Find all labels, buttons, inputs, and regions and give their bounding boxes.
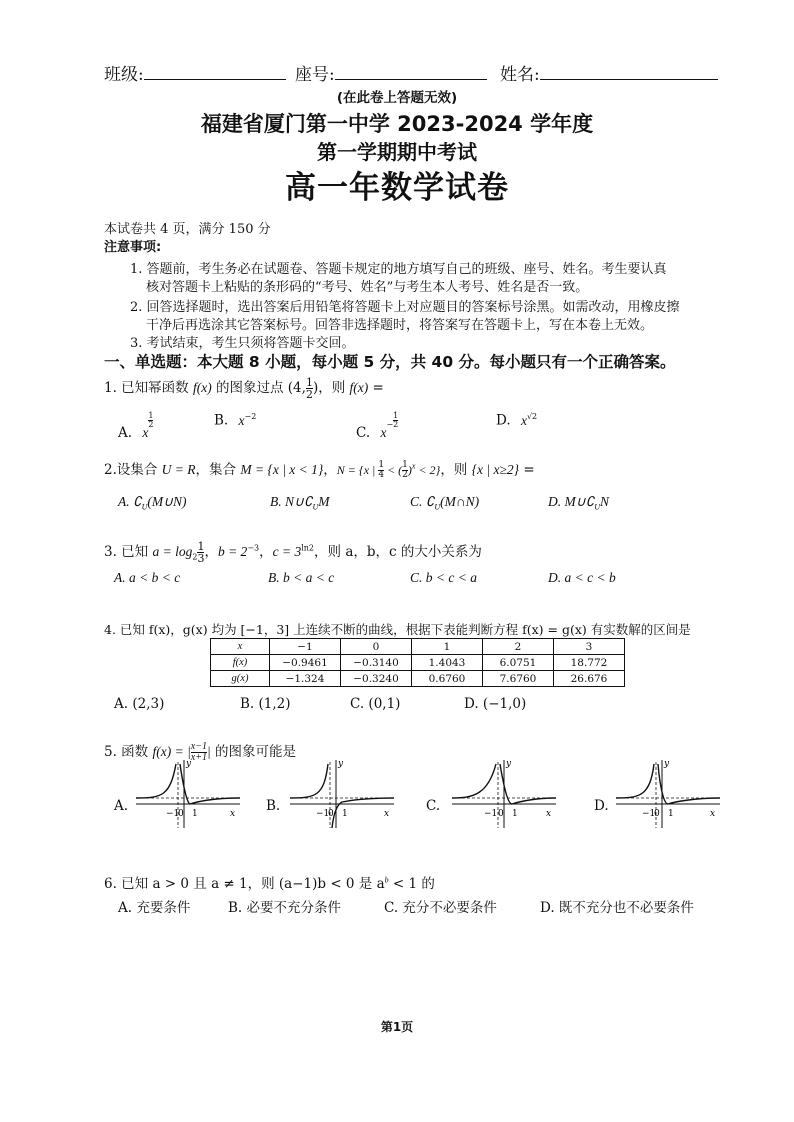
q2-a-rest: (M∪N) xyxy=(147,494,187,509)
q2-option-c[interactable] xyxy=(410,494,479,512)
tick-neg-one: −1 xyxy=(316,809,330,819)
table-cell: 0 xyxy=(341,639,412,655)
q3-log-base: 2 xyxy=(192,552,198,562)
q3-text: 3. 已知 xyxy=(104,544,153,560)
exam-meta: 本试卷共 4 页，满分 150 分 xyxy=(104,222,271,237)
q1-option-c[interactable] xyxy=(356,412,398,441)
q3-log: a = log xyxy=(152,544,193,559)
question-6-stem xyxy=(104,872,435,892)
q4-option-b[interactable]: B. (1,2) xyxy=(240,696,291,712)
q1-a-label: A. xyxy=(118,425,133,441)
q4-table xyxy=(210,638,625,687)
q1-text4: = xyxy=(368,380,384,396)
q6-option-b[interactable]: B. 必要不充分条件 xyxy=(228,900,342,916)
q5-graph-c[interactable] xyxy=(448,758,560,830)
precaution-1b: 核对答题卡上粘贴的条形码的“考号、姓名”与考生本人考号、姓名是否一致。 xyxy=(146,280,589,295)
q2-fh-den: 2 xyxy=(402,470,408,480)
axis-y-label: y xyxy=(506,759,512,769)
q2-a-sub: U xyxy=(141,502,148,512)
q2-fq-den: 4 xyxy=(378,470,385,480)
q5-text: 5. 函数 xyxy=(104,744,153,760)
title-school: 福建省厦门第一中学 2023-2024 学年度 xyxy=(200,112,594,136)
name-label: 姓名: xyxy=(500,65,540,85)
tick-neg-one: −1 xyxy=(642,809,656,819)
axis-x-label: x xyxy=(710,809,716,819)
seat-label: 座号: xyxy=(295,65,335,85)
q5-fx: f(x) = | xyxy=(152,744,191,759)
q1-text: 1. 已知幂函数 xyxy=(104,380,193,396)
q1-c-exp-sign: − xyxy=(386,420,394,429)
q1-c-exp-num: 1 xyxy=(393,411,399,420)
q1-a-exp-num: 1 xyxy=(148,411,154,420)
table-cell: 0.6760 xyxy=(412,671,483,687)
tick-zero: 0 xyxy=(498,809,504,819)
q4-option-c[interactable]: C. (0,1) xyxy=(350,696,401,712)
q5-option-b-label[interactable]: B. xyxy=(266,798,281,814)
q1-b-label: B. xyxy=(214,412,229,429)
tick-zero: 0 xyxy=(178,809,184,819)
q1-option-a[interactable] xyxy=(118,412,153,441)
q1-c-exp xyxy=(393,412,398,429)
q1-a-exp xyxy=(148,412,153,429)
class-blank xyxy=(144,65,286,80)
table-cell: 1.4043 xyxy=(412,655,483,671)
table-cell: 6.0751 xyxy=(483,655,554,671)
q4-option-d[interactable]: D. (−1,0) xyxy=(464,696,527,712)
q2-b-rest: M xyxy=(318,494,330,509)
q6-exp: b xyxy=(384,875,389,885)
table-cell: −1.324 xyxy=(270,671,341,687)
q2-eq: = xyxy=(519,462,535,478)
question-2-stem xyxy=(104,458,535,480)
q1-option-d[interactable] xyxy=(496,412,537,429)
table-cell: −0.9461 xyxy=(270,655,341,671)
q5-option-d-label[interactable]: D. xyxy=(594,798,609,814)
table-cell: −0.3140 xyxy=(341,655,412,671)
q2-fq-num: 1 xyxy=(378,460,385,470)
q1-fx: f(x) xyxy=(192,380,212,395)
q3-b-exp: −3 xyxy=(247,543,260,553)
q1-b-exp: −2 xyxy=(244,412,257,421)
q3-frac-den: 3 xyxy=(197,552,205,565)
q2-d-label: D. M∪∁ xyxy=(548,494,595,509)
title-paper: 高一年数学试卷 xyxy=(285,170,509,206)
q6-text2: < 1 的 xyxy=(388,876,435,892)
table-cell: 1 xyxy=(412,639,483,655)
table-cell: 18.772 xyxy=(554,655,625,671)
q6-option-c[interactable]: C. 充分不必要条件 xyxy=(384,900,497,916)
table-cell: 3 xyxy=(554,639,625,655)
name-blank xyxy=(540,65,718,80)
q1-d-base: x xyxy=(520,412,527,428)
tick-zero: 0 xyxy=(654,809,660,819)
table-cell: 26.676 xyxy=(554,671,625,687)
axis-y-label: y xyxy=(664,759,670,769)
q3-text2: ，则 a，b，c 的大小关系为 xyxy=(314,544,482,560)
class-field xyxy=(104,60,286,85)
table-cell: 2 xyxy=(483,639,554,655)
q5-frac-num: x−1 xyxy=(190,741,207,752)
question-4-stem: 4. 已知 f(x)，g(x) 均为 [−1，3] 上连续不断的曲线，根据下表能判断方程 f(x) = g(x) 有实数解的区间是 xyxy=(104,622,691,637)
table-cell: 7.6760 xyxy=(483,671,554,687)
tick-one: 1 xyxy=(192,809,198,819)
q2-option-b[interactable] xyxy=(270,494,330,512)
class-label: 班级: xyxy=(104,65,144,85)
q2-n-close: < 2} xyxy=(415,463,441,477)
q5-text2: 的图象可能是 xyxy=(210,744,296,760)
tick-one: 1 xyxy=(512,809,518,819)
q2-lt: < ( xyxy=(384,463,403,477)
q3-c-exp: ln2 xyxy=(301,543,315,553)
q2-b-sub: U xyxy=(312,502,319,512)
q1-frac-num: 1 xyxy=(305,376,313,389)
q2-fh-num: 1 xyxy=(402,460,408,470)
q1-d-exp: √2 xyxy=(526,412,538,421)
q2-text: 2.设集合 xyxy=(104,462,162,478)
q2-text3: ，则 xyxy=(440,462,472,478)
tick-zero: 0 xyxy=(328,809,334,819)
q2-c-sub: U xyxy=(434,502,441,512)
tick-neg-one: −1 xyxy=(166,809,180,819)
q2-m: M = {x | x < 1} xyxy=(240,462,324,477)
q3-c: c = 3 xyxy=(272,544,302,559)
q1-text2: 的图象过点 (4, xyxy=(211,380,306,396)
q2-u: U = R xyxy=(161,462,196,477)
q1-a-base: x xyxy=(142,425,149,440)
q2-d-rest: N xyxy=(600,494,610,509)
q3-option-c[interactable]: C. b < c < a xyxy=(410,570,477,585)
invalid-notice: (在此卷上答题无效) xyxy=(336,90,458,106)
axis-x-label: x xyxy=(546,809,552,819)
section-heading: 一、单选题：本大题 8 小题，每小题 5 分，共 40 分。每小题只有一个正确答案。 xyxy=(104,353,676,371)
q1-c-base: x xyxy=(380,425,387,440)
q2-n-open: N = {x | xyxy=(336,463,379,477)
q1-b-base: x xyxy=(238,412,245,428)
table-cell: f(x) xyxy=(211,655,270,671)
q2-exp: x xyxy=(411,461,416,471)
q3-comma2: ， xyxy=(259,544,273,560)
q2-a-label: A. ∁ xyxy=(118,494,142,509)
precaution-2b: 干净后再选涂其它答案标号。回答非选择题时，将答案写在答题卡上，写在本卷上无效。 xyxy=(146,318,654,333)
q2-option-a[interactable] xyxy=(118,494,187,512)
q2-text2: ，集合 xyxy=(195,462,241,478)
q1-frac-den: 2 xyxy=(305,388,313,401)
q1-text3: )，则 xyxy=(312,380,350,396)
q5-bar: | xyxy=(206,744,211,759)
curve-left xyxy=(290,764,328,798)
q2-b-label: B. N∪∁ xyxy=(270,494,313,509)
q1-a-exp-den: 2 xyxy=(148,420,154,429)
q5-option-c-label[interactable]: C. xyxy=(426,798,441,814)
precaution-1a: 1. 答题前，考生务必在试题卷、答题卡规定的地方填写自己的班级、座号、姓名。考生要认真 xyxy=(130,262,667,277)
q3-option-b[interactable]: B. b < a < c xyxy=(268,570,335,585)
q2-set: {x | x≥2} xyxy=(471,462,520,477)
q2-option-d[interactable] xyxy=(548,494,609,512)
tick-neg-one: −1 xyxy=(484,809,498,819)
axis-x-label: x xyxy=(230,809,236,819)
tick-one: 1 xyxy=(668,809,674,819)
table-cell: −0.3240 xyxy=(341,671,412,687)
q3-option-a[interactable]: A. a < b < c xyxy=(114,570,181,585)
q3-option-d[interactable]: D. a < c < b xyxy=(548,570,616,585)
q6-option-a[interactable]: A. 充要条件 xyxy=(118,900,191,916)
q5-frac-den: x+1 xyxy=(190,752,207,763)
q5-graph-a[interactable] xyxy=(132,758,244,830)
seat-blank xyxy=(335,65,487,80)
q6-text: 6. 已知 a > 0 且 a ≠ 1，则 (a−1)b < 0 是 a xyxy=(104,876,385,892)
q2-d-sub: U xyxy=(594,502,600,512)
axis-x-label: x xyxy=(384,809,390,819)
q3-frac-num: 1 xyxy=(197,540,205,553)
q1-d-label: D. xyxy=(496,412,511,429)
q1-fraction xyxy=(306,377,313,400)
page-number: 第1页 xyxy=(380,1020,414,1034)
q1-c-exp-den: 2 xyxy=(393,420,399,429)
question-1-stem xyxy=(104,376,384,400)
tick-one: 1 xyxy=(342,809,348,819)
q6-option-d[interactable]: D. 既不充分也不必要条件 xyxy=(540,900,694,916)
curve-left xyxy=(616,764,654,798)
axis-y-label: y xyxy=(338,759,344,769)
q2-paren: ) xyxy=(407,463,412,477)
curve-left xyxy=(136,764,176,798)
table-cell: −1 xyxy=(270,639,341,655)
q5-option-a-label[interactable]: A. xyxy=(114,798,129,814)
q1-c-label: C. xyxy=(356,425,371,441)
q1-fx2: f(x) xyxy=(349,380,369,395)
table-row xyxy=(211,639,625,655)
q4-option-a[interactable]: A. (2,3) xyxy=(114,696,165,712)
curve-left xyxy=(452,764,496,798)
table-cell: g(x) xyxy=(211,671,270,687)
q5-graph-d[interactable] xyxy=(612,758,724,830)
table-cell: x xyxy=(211,639,270,655)
name-field xyxy=(500,60,718,85)
precaution-3: 3. 考试结束，考生只须将答题卡交回。 xyxy=(130,336,355,351)
title-term: 第一学期期中考试 xyxy=(317,140,477,164)
q3-b: b = 2 xyxy=(217,544,248,559)
precaution-2a: 2. 回答选择题时，选出答案后用铅笔将答题卡上对应题目的答案标号涂黑。如需改动，用橡皮擦 xyxy=(130,300,680,315)
q2-c-rest: (M∩N) xyxy=(440,494,480,509)
table-row xyxy=(211,671,625,687)
q1-option-b[interactable] xyxy=(214,412,256,429)
axis-y-label: y xyxy=(186,759,192,769)
q2-comma: ， xyxy=(323,462,337,478)
seat-field xyxy=(295,60,487,85)
q5-graph-b[interactable] xyxy=(286,758,398,830)
table-row xyxy=(211,655,625,671)
precautions-heading: 注意事项: xyxy=(104,240,162,255)
q2-c-label: C. ∁ xyxy=(410,494,435,509)
question-3-stem xyxy=(104,540,482,564)
q3-comma1: ， xyxy=(204,544,218,560)
